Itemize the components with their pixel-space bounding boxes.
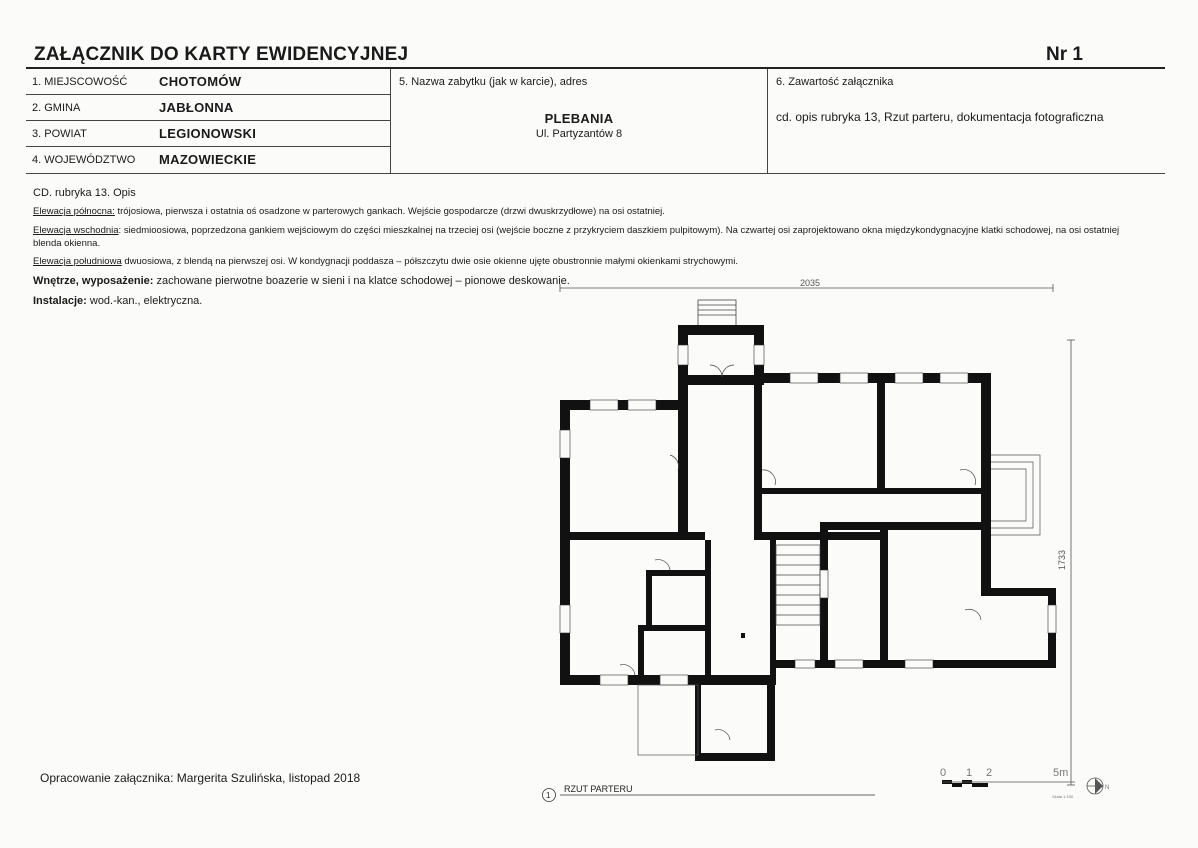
scale-note: Skala 1:150 (1052, 794, 1074, 799)
dimension-vertical (1067, 340, 1075, 785)
floor-plan-drawing (520, 270, 1140, 815)
contents-cell (768, 69, 1165, 173)
field-label: 2. GMINA (32, 102, 81, 114)
field-label: 3. POWIAT (32, 128, 87, 140)
south-elevation-text: dwuosiowa, z blendą na pierwszej osi. W kondygnacji poddasza – półszczytu dwie osie okienne ujęte obustronnie małymi okienkami strychowymi. (121, 256, 738, 268)
field-row-county (26, 121, 390, 147)
field-value: CHOTOMÓW (159, 74, 242, 89)
walls (560, 325, 1056, 761)
south-elevation (33, 255, 1143, 268)
plan-caption: RZUT PARTERU (564, 784, 633, 794)
document-title: ZAŁĄCZNIK DO KARTY EWIDENCYJNEJ (34, 44, 409, 65)
field-value: LEGIONOWSKI (159, 126, 257, 141)
north-letter: N (1105, 785, 1110, 791)
monument-name: PLEBANIA (544, 111, 614, 126)
author-note: Opracowanie załącznika: Margerita Szulińska, listopad 2018 (40, 771, 361, 785)
south-elevation-label: Elewacja południowa (33, 256, 122, 268)
dimension-vertical-label: 1733 (1057, 549, 1067, 570)
column-marker (741, 633, 745, 638)
header-table (26, 67, 1165, 174)
east-elevation (33, 224, 1143, 251)
field-label: 1. MIEJSCOWOŚĆ (32, 76, 128, 88)
floor-plan (520, 270, 1140, 820)
east-elevation-text: : siedmioosiowa, poprzedzona gankiem wejściowym do części mieszkalnej na trzeciej osi (wejście boczne z przykryciem daszkiem pulpitowym). Na czwartej osi zaprojektowano okna międzykondygnacyjne klatki schodowej, na osi ostatniej blenda okienna. (33, 224, 1120, 249)
field-row-locality (26, 69, 390, 95)
description-heading: CD. rubryka 13. Opis (33, 187, 136, 199)
north-porch-steps (698, 300, 736, 327)
interior-label: Wnętrze, wyposażenie: (33, 274, 154, 287)
north-elevation-text: trójosiowa, pierwsza i ostatnia oś osadzone w parterowych gankach. Wejście gospodarcze (drzwi dwuskrzydłowe) na osi ostatniej. (114, 206, 665, 218)
contents-value: cd. opis rubryka 13, Rzut parteru, dokumentacja fotograficzna (776, 110, 1104, 124)
caption-number: 1 (546, 791, 551, 800)
location-fields (26, 69, 391, 173)
scale-bar (940, 767, 1075, 799)
monument-cell (391, 69, 768, 173)
installations-text: wod.-kan., elektryczna. (86, 294, 203, 307)
monument-label: 5. Nazwa zabytku (jak w karcie), adres (399, 76, 588, 88)
north-elevation (33, 205, 1143, 218)
interior-text: zachowane pierwotne boazerie w sieni i na klatce schodowej – pionowe deskowanie. (153, 274, 570, 287)
monument-address: Ul. Partyzantów 8 (535, 128, 623, 140)
field-value: MAZOWIECKIE (159, 152, 257, 167)
scale-label-2: 2 (986, 767, 993, 779)
east-porch-steps (991, 455, 1040, 535)
east-elevation-label: Elewacja wschodnia (33, 224, 119, 236)
scale-label-1: 1 (966, 767, 973, 779)
scale-label-0: 0 (940, 767, 947, 779)
document-number: Nr 1 (1046, 44, 1083, 65)
installations-label: Instalacje: (33, 294, 87, 307)
staircase (776, 545, 820, 625)
field-row-voivodeship (26, 147, 390, 172)
field-label: 4. WOJEWÓDZTWO (32, 154, 136, 166)
north-arrow-icon (1087, 778, 1109, 794)
south-terrace (638, 685, 698, 755)
contents-label: 6. Zawartość załącznika (776, 76, 894, 88)
field-value: JABŁONNA (159, 100, 234, 115)
dimension-horizontal-label: 2035 (800, 278, 821, 288)
field-row-commune (26, 95, 390, 121)
scale-label-5m: 5m (1053, 767, 1069, 779)
north-elevation-label: Elewacja północna: (33, 206, 115, 218)
